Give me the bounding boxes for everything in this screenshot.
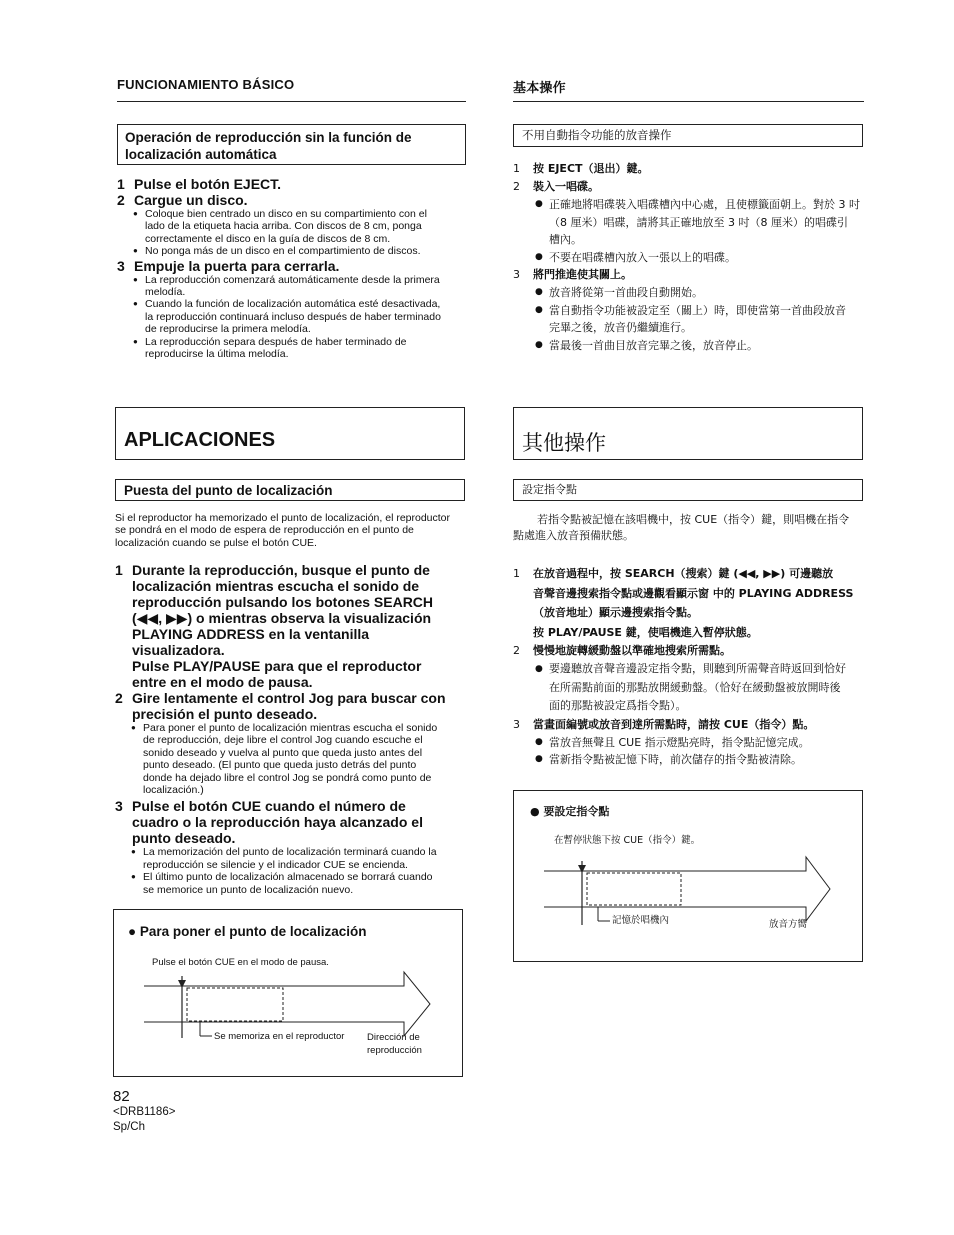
step-2: 2 Gire lentamente el control Jog para buscar con precisión el punto deseado. xyxy=(115,690,446,722)
diagram-caption-right: 在暫停狀態下按 CUE（指令）鍵。 xyxy=(554,835,701,846)
section-header-right: 基本操作 xyxy=(513,81,566,96)
set-cue-box xyxy=(513,479,863,501)
bullet-item: ● 當新指令點被記憶下時，前次儲存的指令點被清除。 xyxy=(513,751,873,769)
bullet-item: ● No ponga más de un disco en el compartimiento de discos. xyxy=(117,245,469,257)
bullet-item: ● El último punto de localización almacenado se borrará cuando se memorice un punto de localización nuevo. xyxy=(115,871,470,896)
step-1: 1 按 EJECT（退出）鍵。 xyxy=(513,162,649,175)
other-ops-title-box xyxy=(513,407,863,460)
bullet-item: ● 放音將從第一首曲段自動開始。 xyxy=(513,284,873,302)
cue-diagram-box-left xyxy=(113,909,463,1077)
bullet-item: ● 當放音無聲且 CUE 指示燈點亮時，指令點記憶完成。 xyxy=(513,734,873,752)
step-number: 1 xyxy=(117,176,125,192)
applications-title: APLICACIONES xyxy=(124,429,276,451)
step-3: 3 Pulse el botón CUE cuando el número de cuadro o la reproducción haya alcanzado el punto deseado. xyxy=(115,798,423,847)
cue-steps-right xyxy=(513,564,873,769)
step-number: 2 xyxy=(117,192,125,208)
basic-steps-right xyxy=(513,160,873,354)
step-2: 2 慢慢地旋轉緩動盤以準確地搜索所需點。 xyxy=(513,644,731,657)
bullet-item: ● 正確地將唱碟裝入唱碟槽內中心處，且使標籤面朝上。對於 3 吋 （8 厘米）唱碟，請將其正確地放至 3 吋（8 厘米）的唱碟引 槽內。 xyxy=(513,196,873,249)
step-3: 3 將門推進使其關上。 xyxy=(513,268,632,281)
step-text: Pulse el botón EJECT. xyxy=(134,176,282,192)
bullet-item: ● La memorización del punto de localización terminará cuando la reproducción se silencie y el indicador CUE se encienda. xyxy=(115,846,470,871)
no-autocue-box xyxy=(117,124,466,165)
no-autocue-title-1: Operación de reproducción sin la función de xyxy=(125,130,412,145)
set-cue-title: 設定指令點 xyxy=(522,483,577,496)
basic-steps-left xyxy=(117,176,469,360)
page-number: 82 xyxy=(113,1088,130,1105)
section-header-left: FUNCIONAMIENTO BÁSICO xyxy=(117,77,295,92)
bullet-item: ● La reproducción comenzará automáticamente desde la primera melodía. xyxy=(117,274,469,299)
cue-intro-right: 若指令點被記憶在該唱機中，按 CUE（指令）鍵，則唱機在指令 點處進入放音預備狀態。 xyxy=(513,513,850,542)
model-code: <DRB1186> xyxy=(113,1106,176,1118)
cue-diagram-box-right xyxy=(513,790,863,962)
cue-intro: Si el reproductor ha memorizado el punto de localización, el reproductor se pondrá en el modo de espera de reproducción en el punto de localización cuando se pulse el botón CUE. xyxy=(115,512,451,549)
bullet-item: ● La reproducción separa después de haber terminado de reproducirse la última melodía. xyxy=(117,336,469,361)
bullet-item: ● 不要在唱碟槽內放入一張以上的唱碟。 xyxy=(513,249,873,267)
bullet-item: ● Cuando la función de localización automática esté desactivada, la reproducción continuará incluso después de haber terminado de reproducirse la primera melodía. xyxy=(117,298,469,335)
diagram-caption-left: Pulse el botón CUE en el modo de pausa. xyxy=(152,957,329,968)
diagram-direction-left: Dirección de reproducción xyxy=(367,1032,422,1056)
no-autocue-box-right xyxy=(513,124,863,147)
bullet-item: ● Coloque bien centrado un disco en su compartimiento con el lado de la etiqueta hacia arriba. Con discos de 8 cm, ponga correctamente el disco en la guía de discos de 8 cm. xyxy=(117,208,469,245)
step-1: 1 在放音過程中，按 SEARCH（搜索）鍵 (◀◀, ▶▶) 可邊聽放 音聲音邊搜索指令點或邊觀看顯示窗 中的 PLAYING ADDRESS （放音地址）顯示邊搜索指令點。 按 PLAY/PAUSE 鍵，使唱機進入暫停狀態。 xyxy=(513,567,854,639)
step-2: 2 裝入一唱碟。 xyxy=(513,180,599,193)
bullet-item: ● 當最後一首曲目放音完畢之後，放音停止。 xyxy=(513,337,873,355)
step-1: 1 Durante la reproducción, busque el punto de localización mientras escucha el sonido de reproducción pulsando los botones SEARCH (◀◀, ▶▶) o mientras observa la visualización PLAYING ADDRESS en la ventanilla visualizadora. Pulse PLAY/PAUSE para que el reproductor entre en el modo de pausa. xyxy=(115,562,434,690)
cue-point-box xyxy=(115,479,465,501)
step-text: Cargue un disco. xyxy=(134,192,248,208)
no-autocue-title-right: 不用自動指令功能的放音操作 xyxy=(522,128,672,142)
other-ops-title: 其他操作 xyxy=(522,431,606,455)
language-code: Sp/Ch xyxy=(113,1121,145,1133)
bullet-item: ● 要邊聽放音聲音邊設定指令點，則聽到所需聲音時返回到恰好 在所需點前面的那點放開緩動盤。（恰好在緩動盤被放開時後 面的那點被設定爲指令點）。 xyxy=(513,660,873,716)
step-number: 3 xyxy=(117,257,125,274)
diagram-memo-left: Se memoriza en el reproductor xyxy=(214,1031,345,1042)
applications-title-box xyxy=(115,407,465,460)
no-autocue-title-2: localización automática xyxy=(125,147,277,162)
step-3: 3 當畫面編號或放音到達所需點時，請按 CUE（指令）點。 xyxy=(513,717,815,731)
step-text: Empuje la puerta para cerrarla. xyxy=(134,257,340,274)
diagram-title-right: ● 要設定指令點 xyxy=(530,805,610,818)
cue-steps-left xyxy=(115,562,470,896)
diagram-memo-right: 記憶於唱機內 xyxy=(612,915,670,926)
header-rule-left xyxy=(117,101,466,102)
cue-point-title: Puesta del punto de localización xyxy=(124,483,333,498)
diagram-direction-right: 放音方嚮 xyxy=(769,919,808,930)
diagram-title-left: ● Para poner el punto de localización xyxy=(128,924,367,939)
bullet-item: ● 當自動指令功能被設定至（關上）時，即使當第一首曲段放音 完畢之後，放音仍繼續進行。 xyxy=(513,302,873,337)
bullet-item: ● Para poner el punto de localización mientras escucha el sonido de reproducción, deje libre el control Jog cuando escuche el sonido deseado y vuelva al punto que queda justo antes del punto deseado. (El punto que queda justo detrás del punto donde ha dejado libre el control Jog se pondrá como punto de localización.) xyxy=(115,722,470,796)
cue-timeline-diagram-right xyxy=(514,791,864,963)
header-rule-right xyxy=(513,101,864,102)
